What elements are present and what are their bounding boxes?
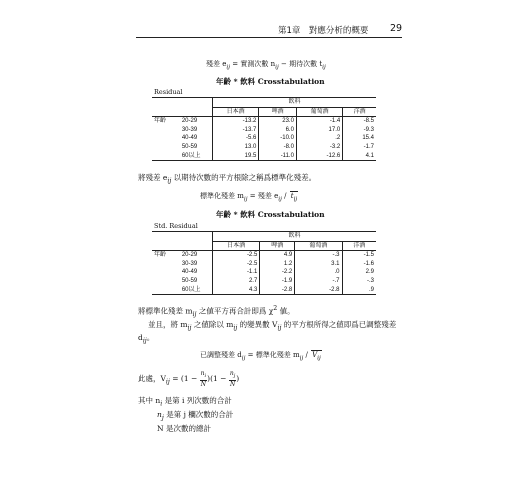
table-row: 40-49 -1.1 -2.2 .0 2.9 (181, 269, 374, 276)
row-label: 20-29 (181, 252, 198, 259)
col-header: 洋酒 (342, 241, 376, 251)
chapter-header: 第1章 對應分析的概要 (278, 26, 369, 36)
table-row: 60以上 4.3 -2.8 -2.8 .9 (152, 286, 376, 295)
table-row: 50-59 2.7 -1.9 -.7 -.3 (181, 277, 374, 284)
table2-title: 年齡 * 飲料 Crosstabulation (216, 210, 325, 219)
adjusted-residual-formula: 已調整殘差 $d_{ij}$ = 標準化殘差 $m_{ij} / V_{ij}$ (200, 351, 321, 362)
col-header: 啤酒 (260, 241, 295, 251)
table-row: 年齡 20-29 -13.2 23.0 -1.4 -8.5 (154, 118, 374, 125)
table1-title: 年齡 * 飲料 Crosstabulation (216, 77, 325, 86)
variance-formula: 此處，$V_{ij} = (1$ − $\frac{n_i}{N}$ )(1 − $\frac{n_j}{N}$ ) (138, 370, 240, 389)
col-header: 日本酒 (213, 107, 259, 117)
row-label: 30-39 (181, 260, 198, 267)
col-header: 洋酒 (343, 107, 376, 117)
row-label: 40-49 (181, 269, 198, 276)
page-number: 29 (390, 23, 403, 34)
table-row: 30-39 -13.7 6.0 17.0 -9.3 (181, 126, 374, 133)
definition-col-total: $n_j$ 是第 j 欄次數的合計 (157, 410, 234, 422)
col-header: 啤酒 (259, 107, 297, 117)
row-label: 30-39 (181, 126, 198, 133)
table-row: 60以上 19.5 -11.0 -12.6 4.1 (152, 152, 376, 161)
std-residual-formula: 標準化殘差 $m_{ij}$ = 殘差 $e_{ij} / t_{ij}$ (200, 192, 298, 203)
definition-row-total: 其中 $n_i$ 是第 i 列次數的合計 (138, 396, 232, 408)
row-label: 60以上 (180, 152, 213, 161)
paragraph-adjusted-cont: $d_{ij}$。 (138, 333, 155, 345)
table-row: 30-39 -2.5 1.2 3.1 -1.6 (181, 260, 374, 267)
table-row: 50-59 13.0 -8.0 -3.2 -1.7 (181, 143, 374, 150)
row-label: 50-59 (181, 143, 198, 150)
row-label: 40-49 (181, 135, 198, 142)
row-label: 20-29 (181, 118, 198, 125)
row-var: 年齡 (154, 252, 167, 259)
col-header: 葡萄酒 (296, 107, 342, 117)
group-header: 飲料 (213, 98, 377, 108)
header-rule (136, 37, 402, 38)
table-row: 40-49 -5.6 -10.0 .2 15.4 (181, 135, 374, 142)
paragraph-chi-square: 將標準化殘差 $m_{ij}$ 之値平方再合計即爲 $\chi^2$ 値。 (138, 305, 295, 318)
residual-formula: 殘差 $e_{ij}$ = 實測次數 $n_{ij}$ − 期待次數 $t_{ij}$ (206, 60, 326, 71)
row-label: 50-59 (181, 277, 198, 284)
table1-sublabel: Residual (154, 88, 183, 96)
residual-table (152, 97, 376, 161)
paragraph-adjusted: 並且，將 $m_{ij}$ 之値除以 $m_{ij}$ 的變異數 $V_{ij}$ 的平方根所得之値即爲已調整殘差 (148, 320, 397, 332)
table-row: 年齡 20-29 -2.5 4.9 -.3 -1.5 (154, 252, 374, 259)
col-header: 日本酒 (213, 241, 260, 251)
paragraph-std-residual: 將殘差 $e_{ij}$ 以期待次數的平方根除之稱爲標準化殘差。 (138, 173, 317, 185)
row-var: 年齡 (154, 118, 167, 125)
std-residual-table (152, 231, 376, 295)
table2-sublabel: Std. Residual (154, 222, 198, 230)
col-header: 葡萄酒 (295, 241, 342, 251)
definition-grand-total: N 是次數的總計 (157, 424, 211, 433)
row-label: 60以上 (180, 286, 213, 295)
group-header: 飲料 (213, 232, 377, 242)
